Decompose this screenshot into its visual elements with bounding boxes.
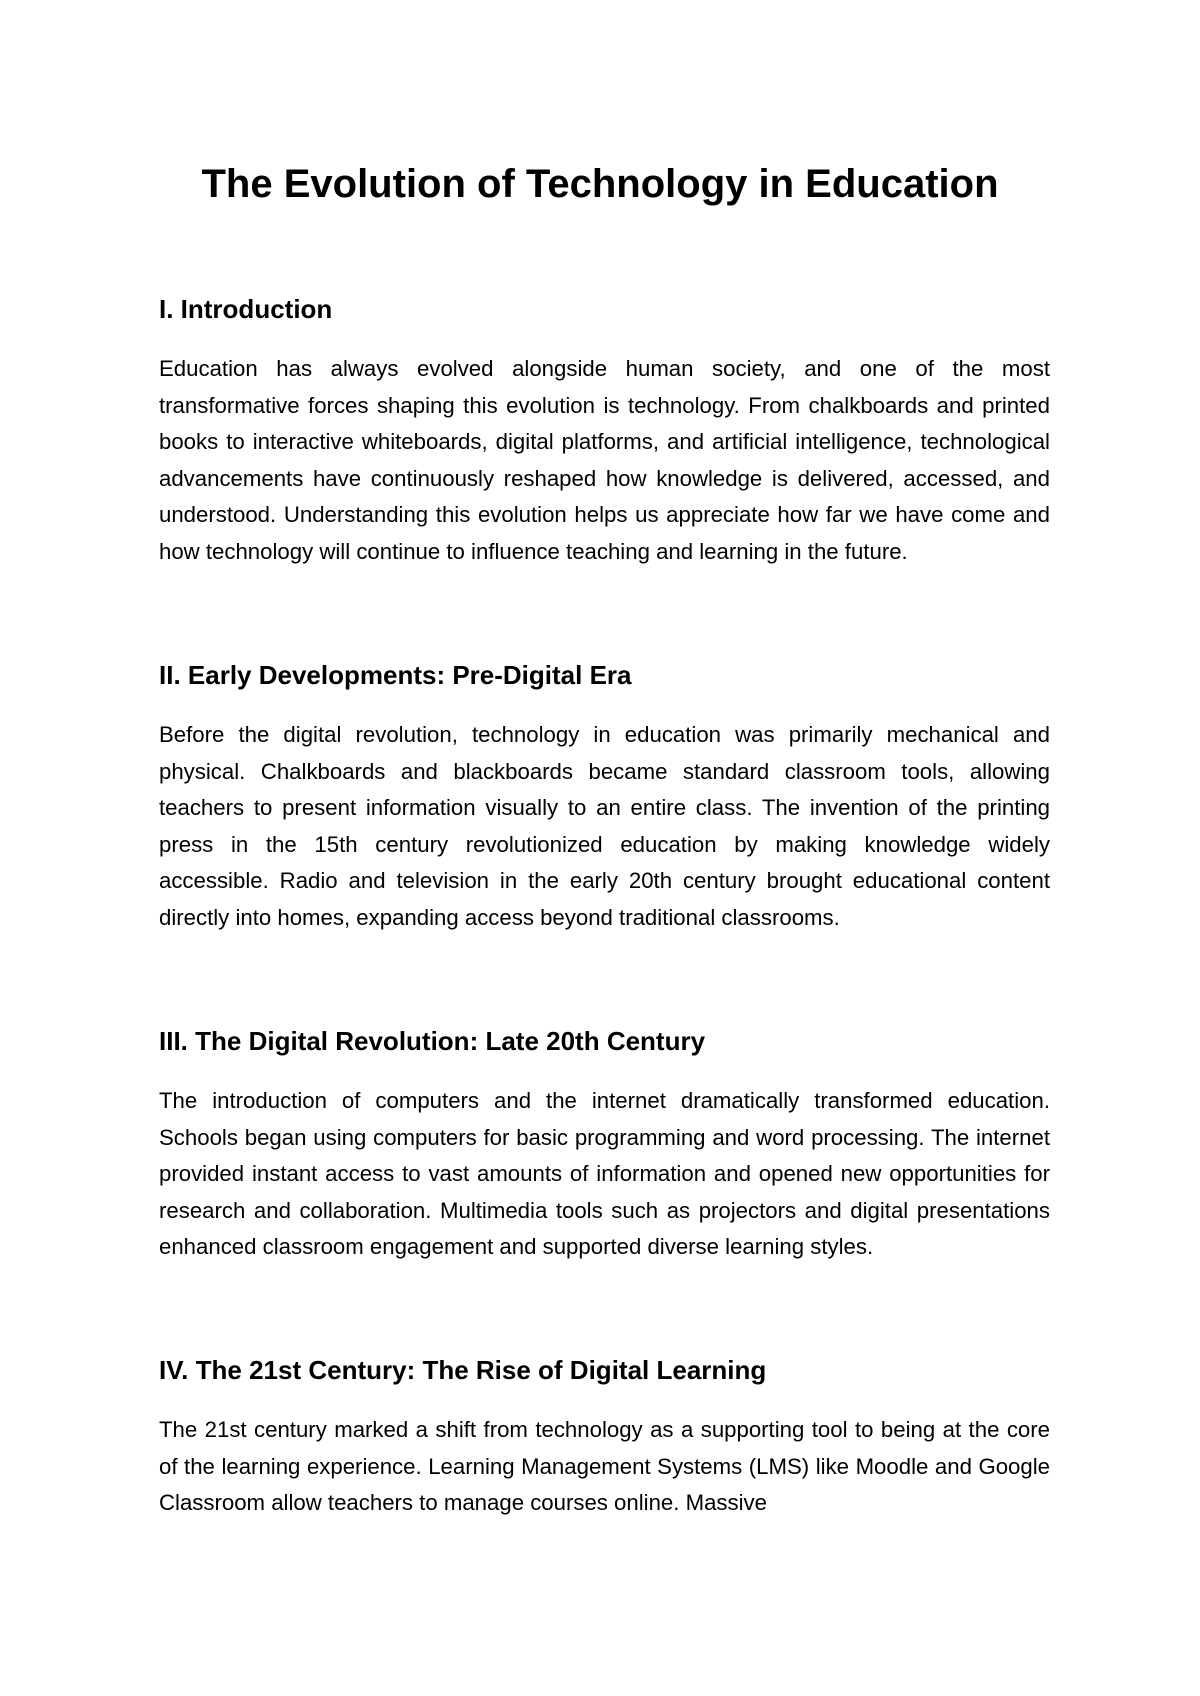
section-heading-21st-century: IV. The 21st Century: The Rise of Digital Learning	[159, 1355, 767, 1385]
page-title: The Evolution of Technology in Education	[201, 162, 999, 206]
section-heading-early-developments: II. Early Developments: Pre-Digital Era	[159, 660, 632, 690]
section-body-digital-revolution: The introduction of computers and the internet dramatically transformed education. Schools began using computers for basic programming and word processing. The internet provided instant access to vast amounts of information and opened new opportunities for research and collaboration. Multimedia tools such as projectors and digital presentations enhanced classroom engagement and supported diverse learning styles.	[159, 1088, 1050, 1260]
section-heading-introduction: I. Introduction	[159, 294, 333, 324]
section-body-21st-century: The 21st century marked a shift from technology as a supporting tool to being at the core of the learning experience. Learning Management Systems (LMS) like Moodle and Google Classroom allow teachers to manage courses online. Massive	[159, 1417, 1050, 1516]
section-body-early-developments: Before the digital revolution, technology in education was primarily mechanical and physical. Chalkboards and blackboards became standard classroom tools, allowing teachers to present information visually to an entire class. The invention of the printing press in the 15th century revolutionized education by making knowledge widely accessible. Radio and television in the early 20th century brought educational content directly into homes, expanding access beyond traditional classrooms.	[159, 722, 1050, 930]
section-body-introduction: Education has always evolved alongside human society, and one of the most transformative forces shaping this evolution is technology. From chalkboards and printed books to interactive whiteboards, digital platforms, and artificial intelligence, technological advancements have continuously reshaped how knowledge is delivered, accessed, and understood. Understanding this evolution helps us appreciate how far we have come and how technology will continue to influence teaching and learning in the future.	[159, 356, 1050, 564]
section-heading-digital-revolution: III. The Digital Revolution: Late 20th Century	[159, 1026, 706, 1056]
